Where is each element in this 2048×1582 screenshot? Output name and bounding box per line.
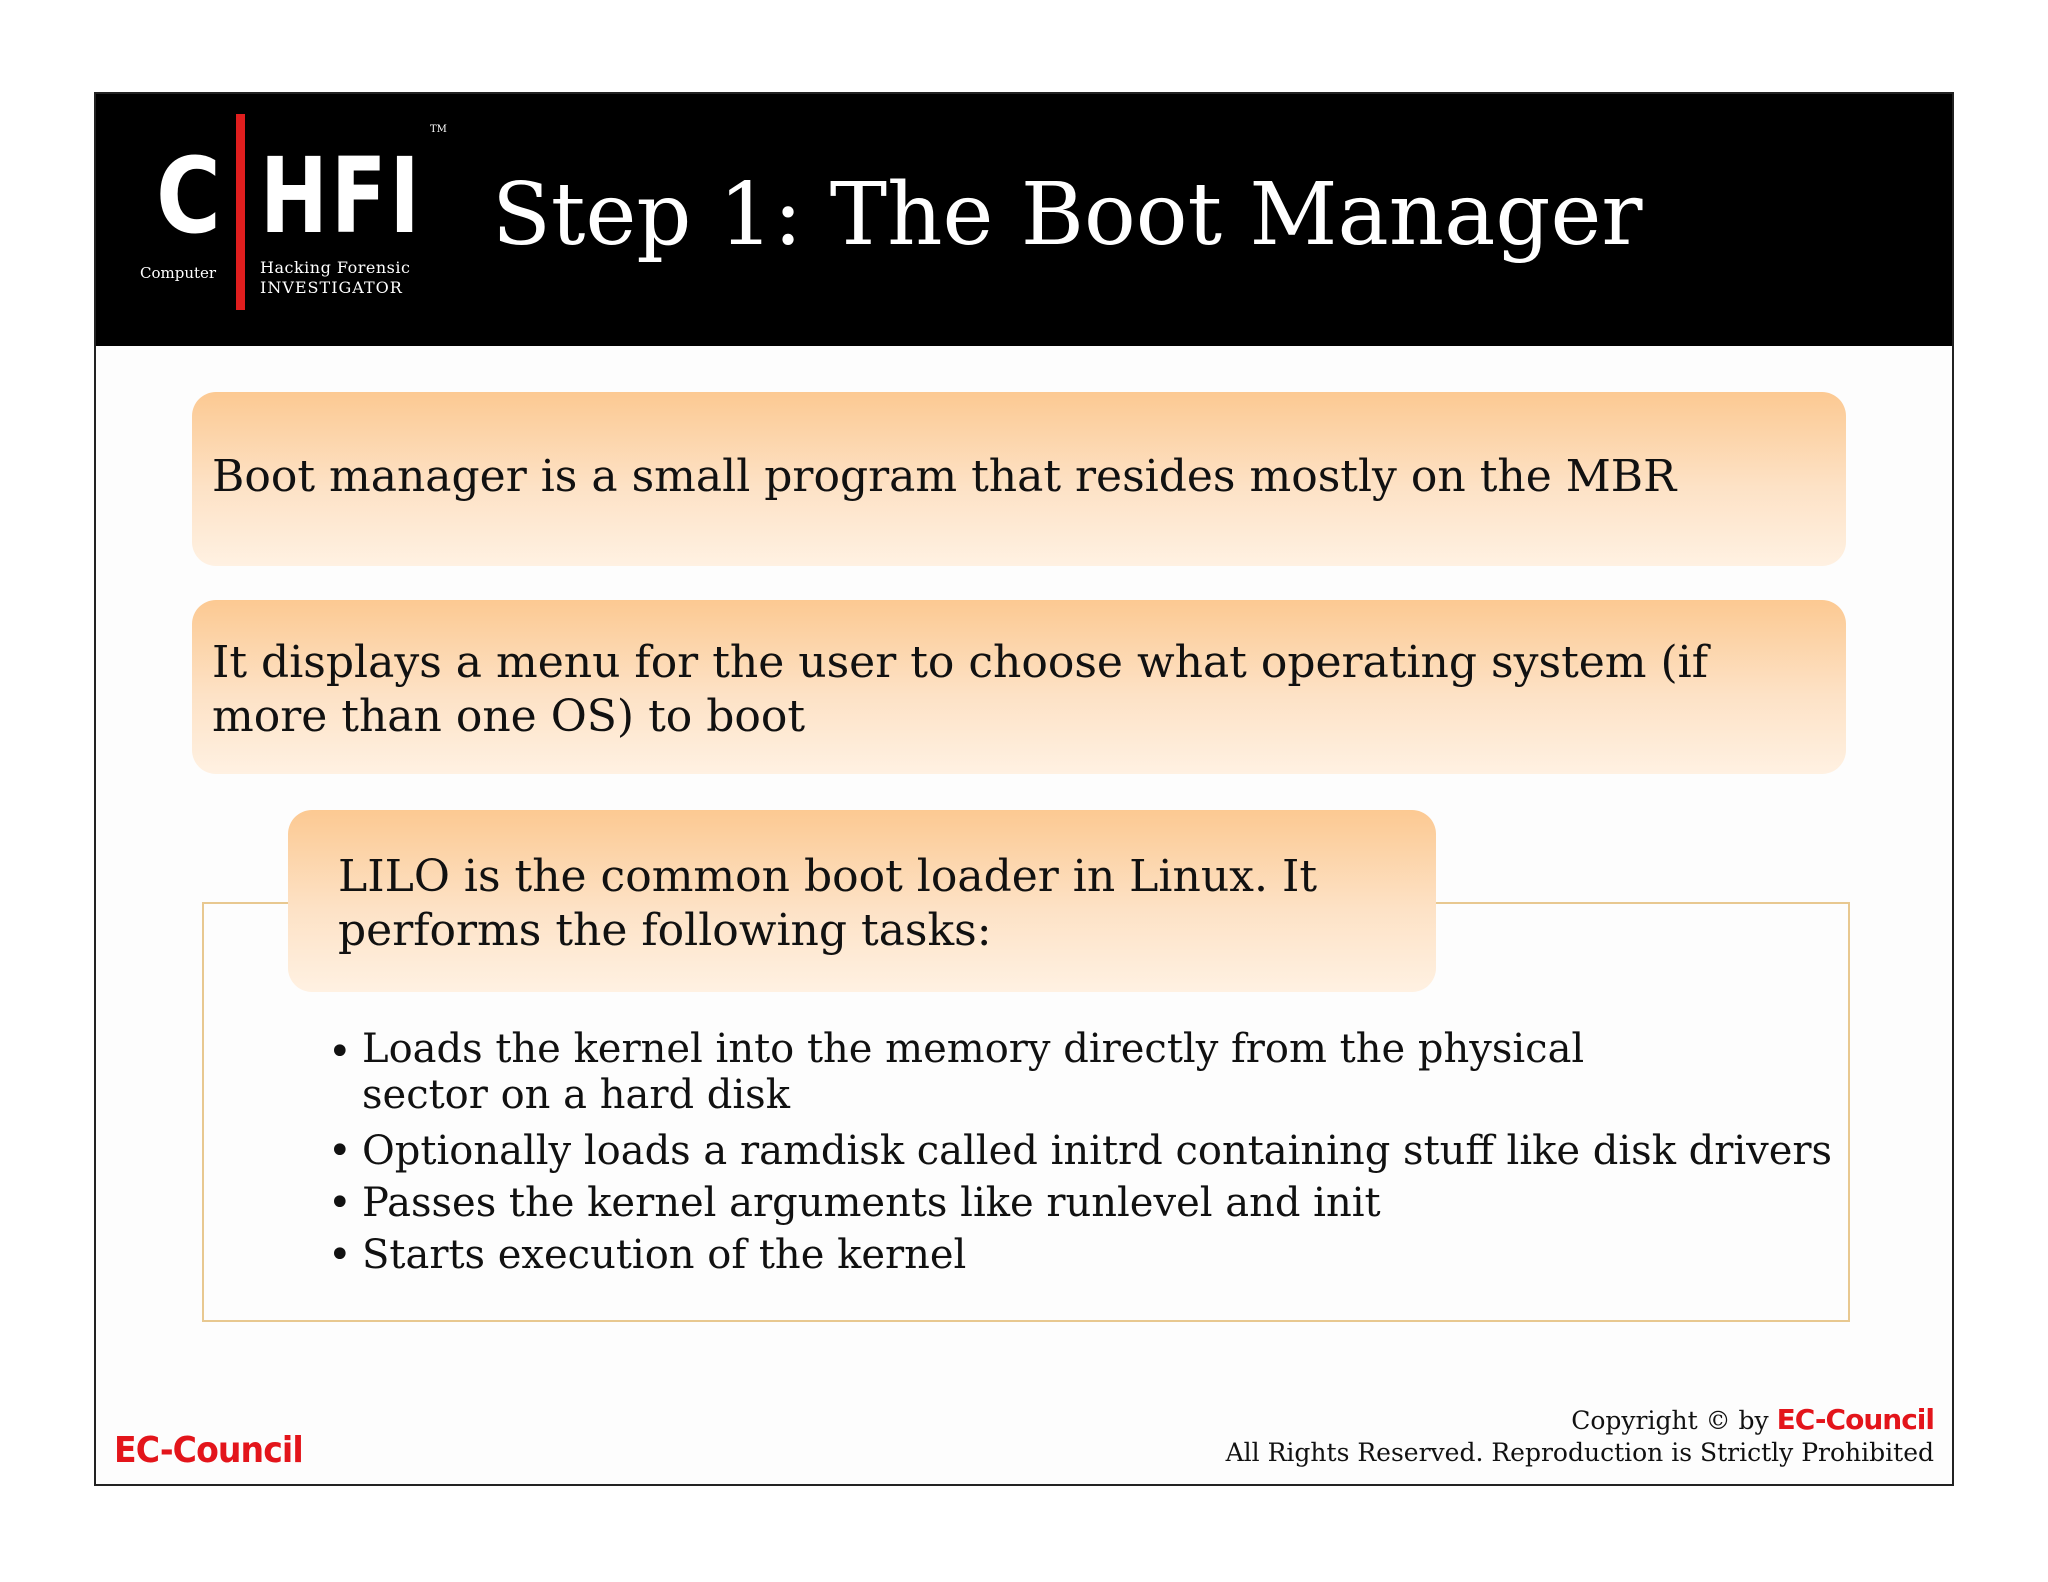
list-item-text: Loads the kernel into the memory directly from the physical sector on a hard disk [362,1026,1585,1118]
rights-line: All Rights Reserved. Reproduction is Strictly Prohibited [1225,1438,1934,1467]
info-box-text: Boot manager is a small program that resides mostly on the MBR [212,451,1677,502]
list-item-text: Passes the kernel arguments like runlevel and init [362,1180,1381,1226]
copyright-notice [1226,1404,1934,1469]
list-item [328,1125,1832,1177]
chfi-logo [140,114,447,314]
ec-council-small-logo: EC-Council [1776,1403,1934,1436]
list-item [328,1229,1832,1281]
copyright-line [1226,1404,1934,1437]
info-box-boot-manager [192,392,1846,566]
logo-trademark: TM [430,124,447,135]
slide [94,92,1954,1486]
list-item-text: Starts execution of the kernel [362,1232,967,1278]
info-box-menu [192,600,1846,774]
list-item-text: Optionally loads a ramdisk called initrd containing stuff like disk drivers [362,1128,1833,1174]
info-box-lilo [288,810,1436,992]
page-title: Step 1: The Boot Manager [492,165,1643,265]
list-item [328,1177,1832,1229]
slide-header [96,94,1952,346]
ec-council-logo: EC-Council [114,1430,303,1471]
copyright-prefix: Copyright © by [1571,1406,1769,1435]
logo-hacking-forensic: Hacking Forensic [260,258,411,277]
logo-letter-c: C [156,135,221,257]
lilo-task-list [328,1026,1832,1281]
logo-investigator: INVESTIGATOR [260,278,403,297]
info-box-text: It displays a menu for the user to choose what operating system (if more than one OS) to boot [212,637,1709,742]
logo-letters-hfi: HFI [260,135,423,257]
list-item [328,1026,1832,1121]
logo-computer: Computer [140,264,217,282]
logo-red-bar [236,114,245,310]
info-box-text: LILO is the common boot loader in Linux. It performs the following tasks: [338,851,1317,956]
